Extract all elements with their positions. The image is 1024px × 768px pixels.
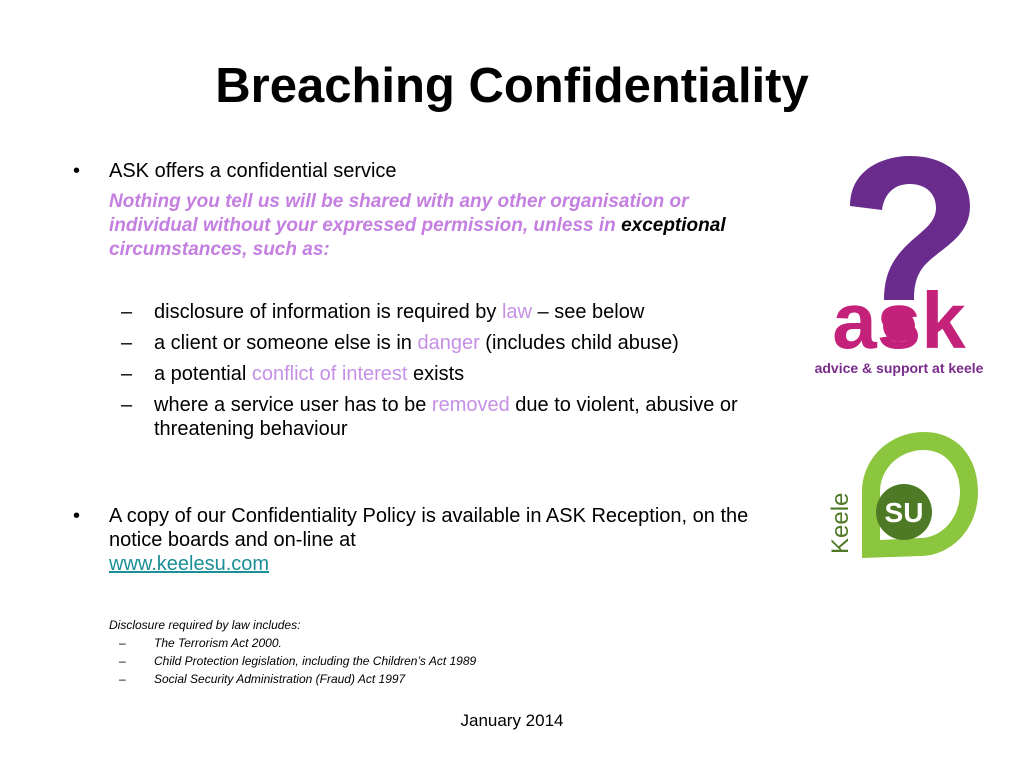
item-text: a potential	[154, 363, 252, 385]
item-keyword: law	[501, 301, 532, 323]
page-title: Breaching Confidentiality	[215, 59, 809, 113]
note-text: Child Protection legislation, including the Children’s Act 1989	[154, 654, 477, 668]
bullet-dot: •	[73, 160, 81, 182]
exception-list	[73, 300, 753, 441]
dash: –	[119, 672, 126, 686]
list-item	[109, 652, 476, 670]
footer-date: January 2014	[460, 711, 564, 730]
dash: –	[119, 654, 126, 668]
ask-logo	[812, 154, 986, 380]
su-badge-icon	[820, 430, 990, 560]
list-item	[109, 634, 476, 652]
item-text: exists	[407, 363, 465, 385]
bullet-dot: •	[73, 505, 81, 527]
bullet-policy	[73, 504, 753, 576]
ask-tagline: advice & support at keele	[814, 360, 984, 376]
bullet-ask-service	[73, 159, 753, 448]
statement-part: Nothing you tell us will be shared with any other organisation or individual without your expressed permission, unless in	[109, 191, 689, 236]
item-text: due to violent, abusive or threatening behaviour	[154, 394, 738, 440]
ask-wordmark	[816, 288, 982, 354]
keele-word: Keele	[827, 492, 854, 554]
dash: –	[121, 394, 133, 416]
law-note	[109, 616, 476, 688]
ask-word: ask	[832, 288, 966, 354]
dash: –	[121, 363, 133, 385]
item-text: where a service user has to be	[154, 394, 432, 416]
item-text: disclosure of information is required by	[154, 301, 502, 323]
note-text: The Terrorism Act 2000.	[154, 636, 282, 650]
item-text: a client or someone else is in	[154, 332, 418, 354]
item-keyword: conflict of interest	[251, 363, 408, 385]
bullet-text: A copy of our Confidentiality Policy is available in ASK Reception, on the notice boards and on-line at	[109, 505, 749, 551]
note-heading: Disclosure required by law includes:	[109, 618, 301, 632]
confidentiality-statement	[73, 190, 753, 262]
bullet-text: ASK offers a confidential service	[109, 160, 397, 182]
dash: –	[121, 332, 133, 354]
list-item	[109, 362, 753, 386]
su-badge-text: SU	[884, 497, 924, 528]
item-keyword: removed	[431, 394, 510, 416]
list-item	[109, 331, 753, 355]
item-text: (includes child abuse)	[479, 332, 679, 354]
website-link[interactable]: www.keelesu.com	[109, 553, 270, 575]
statement-part: circumstances, such as:	[109, 239, 330, 260]
list-item	[109, 393, 753, 441]
dash: –	[121, 301, 133, 323]
list-item	[109, 670, 476, 688]
note-text: Social Security Administration (Fraud) Act 1997	[154, 672, 406, 686]
item-text: – see below	[531, 301, 645, 323]
item-keyword: danger	[417, 332, 480, 354]
list-item	[109, 300, 753, 324]
keele-su-logo	[820, 430, 990, 560]
dash: –	[119, 636, 126, 650]
statement-emphasis: exceptional	[621, 215, 726, 236]
